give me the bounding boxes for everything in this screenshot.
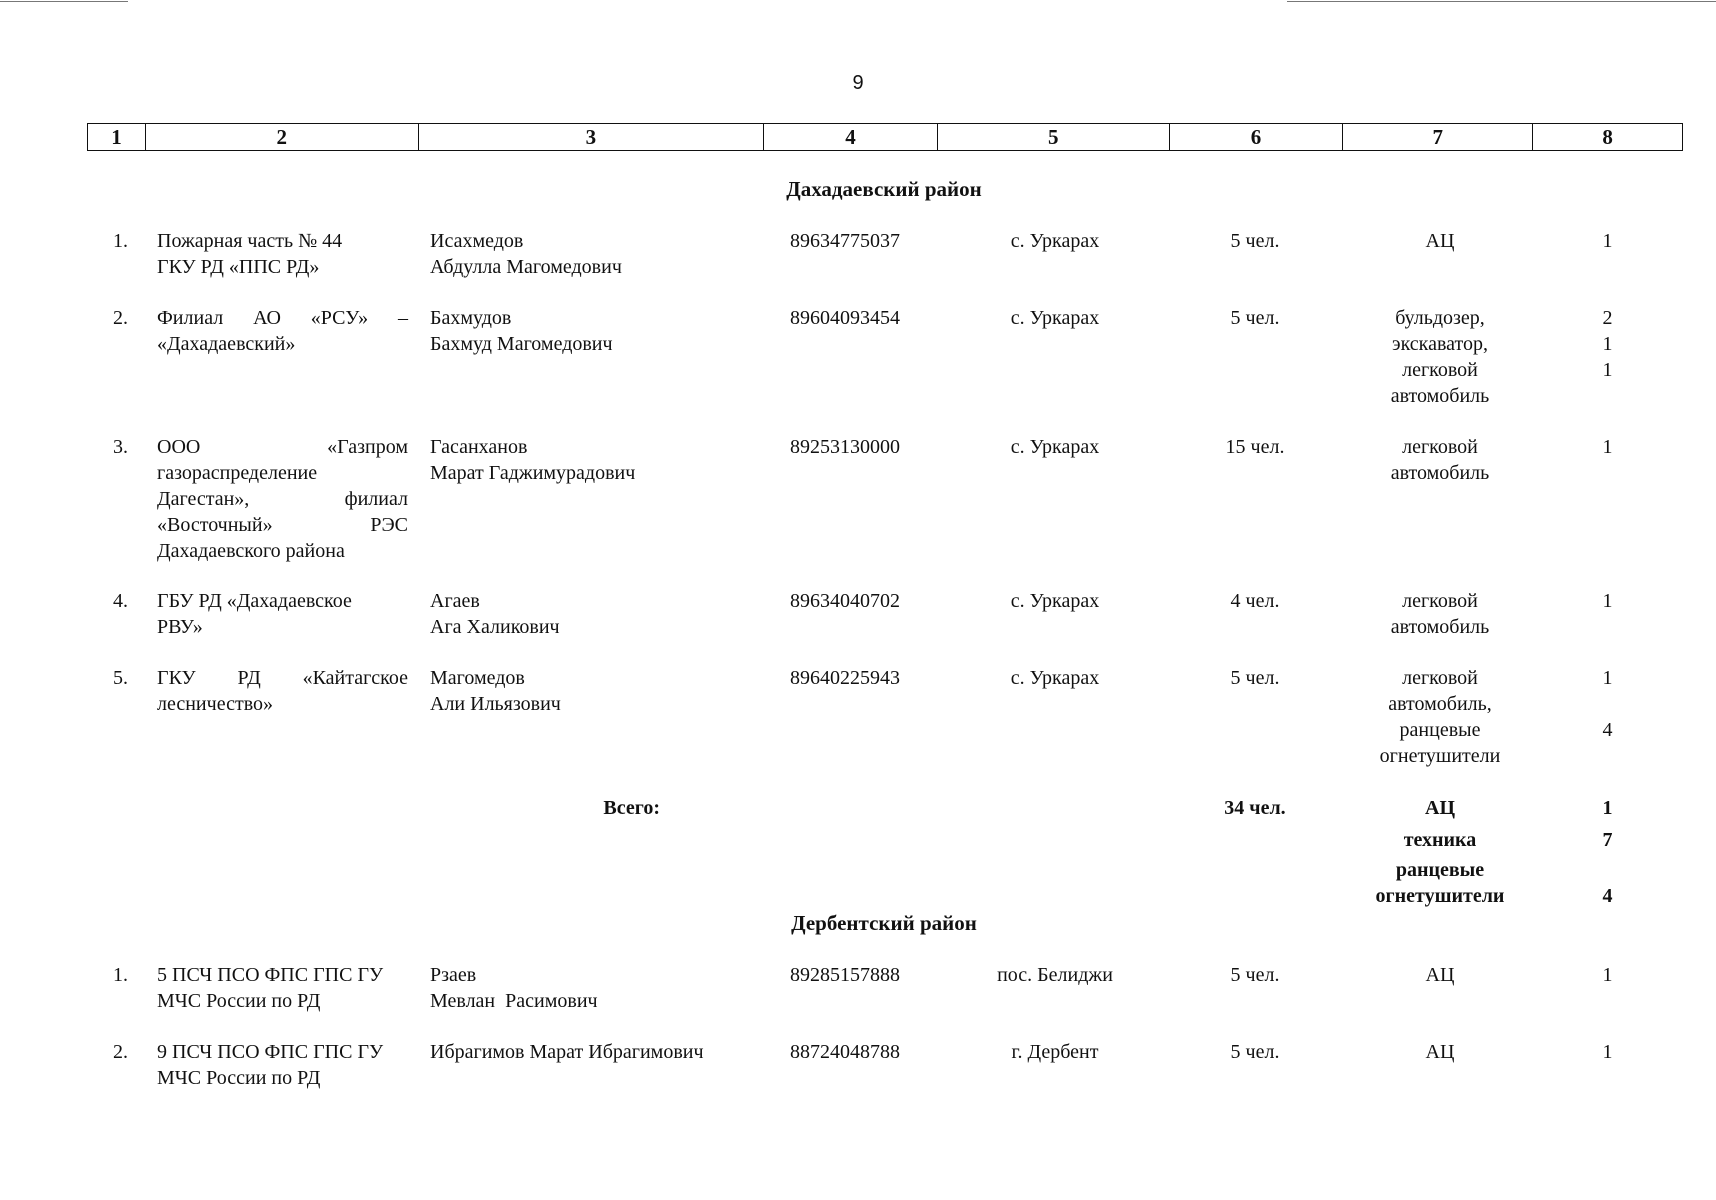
equipment-line: экскаватор, (1392, 333, 1488, 355)
staff-count: 5 чел. (1230, 230, 1280, 252)
phone-number: 89634040702 (790, 590, 900, 612)
staff-count: 5 чел. (1230, 964, 1280, 986)
total-item-qty: 1 (1602, 797, 1613, 819)
org-line: Пожарная часть № 44 (157, 230, 343, 252)
location: с. Уркарах (1010, 436, 1100, 458)
name-line: Рзаев (430, 964, 477, 986)
phone-number: 89253130000 (790, 436, 900, 458)
equipment (1340, 665, 1540, 769)
equipment-quantity (1570, 228, 1645, 254)
equipment-quantity (1570, 434, 1645, 460)
org-line: «Дахадаевский» (157, 333, 296, 355)
equipment-quantity (1570, 665, 1645, 743)
equipment-quantity (1570, 962, 1645, 988)
equipment-line: автомобиль (1390, 385, 1490, 407)
equipment (1340, 588, 1540, 640)
equipment (1340, 1039, 1540, 1065)
org-line: 5 ПСЧ ПСО ФПС ГПС ГУ (157, 964, 384, 986)
responsible-person (430, 1039, 760, 1065)
quantity-line: 1 (1602, 1041, 1613, 1063)
name-line: Исахмедов (430, 230, 524, 252)
total-item-qty (1570, 857, 1645, 883)
name-line: Магомедов (430, 667, 525, 689)
responsible-person (430, 434, 760, 486)
header-col-4: 4 (764, 124, 938, 150)
equipment-line: автомобиль, (1388, 693, 1492, 715)
name-line: Бахмудов (430, 307, 512, 329)
name-line: Ага Халикович (430, 616, 560, 638)
equipment-line: автомобиль (1390, 616, 1490, 638)
organization (157, 228, 408, 280)
quantity-line: 2 (1602, 307, 1613, 329)
column-number-header (87, 123, 1683, 151)
name-line: Гасанханов (430, 436, 528, 458)
org-line: Дагестан», филиал (157, 488, 408, 510)
responsible-person (430, 228, 760, 280)
quantity-line: 1 (1602, 667, 1613, 689)
total-item-name: огнетушители (1375, 885, 1505, 907)
name-line: Бахмуд Магомедович (430, 333, 613, 355)
org-line: МЧС России по РД (157, 1067, 321, 1089)
equipment-line: автомобиль (1390, 462, 1490, 484)
responsible-person (430, 588, 760, 640)
quantity-line (1570, 691, 1645, 717)
section-title-derbentsky: Дербентский район (791, 911, 977, 935)
row-number: 2. (113, 307, 128, 329)
equipment (1340, 434, 1540, 486)
total-equipment (1340, 795, 1540, 909)
header-col-6: 6 (1170, 124, 1344, 150)
name-line: Мевлан Расимович (430, 990, 598, 1012)
total-staff: 34 чел. (1224, 797, 1286, 819)
org-line: ГБУ РД «Дахадаевское (157, 590, 352, 612)
org-line: Филиал АО «РСУ» – (157, 307, 408, 329)
name-line: Ибрагимов Марат Ибрагимович (430, 1041, 704, 1063)
org-line: Дахадаевского района (157, 540, 345, 562)
row-number: 4. (113, 590, 128, 612)
total-item-qty: 4 (1602, 885, 1613, 907)
phone-number: 89640225943 (790, 667, 900, 689)
equipment-quantity (1570, 1039, 1645, 1065)
organization (157, 665, 408, 717)
equipment-quantity (1570, 305, 1645, 383)
equipment-line: АЦ (1425, 1041, 1455, 1063)
row-number: 1. (113, 230, 128, 252)
org-line: ГКУ РД «ППС РД» (157, 256, 320, 278)
equipment (1340, 962, 1540, 988)
staff-count: 5 чел. (1230, 667, 1280, 689)
scan-edge-line-left (0, 1, 128, 2)
staff-count: 5 чел. (1230, 1041, 1280, 1063)
quantity-line: 1 (1602, 333, 1613, 355)
org-line: РВУ» (157, 616, 203, 638)
total-item-name: техника (1403, 829, 1477, 851)
total-quantity (1570, 795, 1645, 909)
responsible-person (430, 665, 760, 717)
row-number: 5. (113, 667, 128, 689)
equipment-line: легковой (1402, 359, 1478, 381)
location: с. Уркарах (1010, 307, 1100, 329)
organization (157, 434, 408, 564)
quantity-line: 1 (1602, 230, 1613, 252)
phone-number: 89285157888 (790, 964, 900, 986)
quantity-line: 1 (1602, 359, 1613, 381)
location: г. Дербент (1011, 1041, 1099, 1063)
row-number: 1. (113, 964, 128, 986)
header-col-2: 2 (146, 124, 419, 150)
organization (157, 1039, 408, 1091)
location: с. Уркарах (1010, 590, 1100, 612)
phone-number: 89604093454 (790, 307, 900, 329)
header-col-8: 8 (1602, 125, 1613, 149)
quantity-line: 1 (1602, 964, 1613, 986)
staff-count: 4 чел. (1230, 590, 1280, 612)
org-line: «Восточный» РЭС (157, 514, 408, 536)
row-number: 2. (113, 1041, 128, 1063)
page-number: 9 (852, 72, 864, 94)
phone-number: 88724048788 (790, 1041, 900, 1063)
name-line: Али Ильязович (430, 693, 561, 715)
org-line: газораспределение (157, 462, 318, 484)
responsible-person (430, 962, 760, 1014)
header-col-7: 7 (1343, 124, 1533, 150)
equipment-line: АЦ (1425, 964, 1455, 986)
equipment (1340, 228, 1540, 254)
location: с. Уркарах (1010, 230, 1100, 252)
name-line: Агаев (430, 590, 480, 612)
header-col-5: 5 (938, 124, 1170, 150)
equipment (1340, 305, 1540, 409)
total-item-qty: 7 (1602, 829, 1613, 851)
name-line: Марат Гаджимурадович (430, 462, 636, 484)
responsible-person (430, 305, 760, 357)
organization (157, 588, 408, 640)
header-col-1: 1 (88, 124, 146, 150)
total-item-name: АЦ (1425, 797, 1455, 819)
equipment-line: легковой (1402, 590, 1478, 612)
quantity-line: 1 (1602, 590, 1613, 612)
org-line: ГКУ РД «Кайтагское (157, 667, 408, 689)
header-col-3: 3 (419, 124, 765, 150)
org-line: ООО «Газпром (157, 436, 408, 458)
org-line: 9 ПСЧ ПСО ФПС ГПС ГУ (157, 1041, 384, 1063)
total-item-name: ранцевые (1395, 859, 1485, 881)
quantity-line: 4 (1602, 719, 1613, 741)
equipment-line: огнетушители (1379, 745, 1501, 767)
scan-edge-line-right (1287, 1, 1716, 2)
equipment-line: бульдозер, (1395, 307, 1485, 329)
equipment-quantity (1570, 588, 1645, 614)
total-label: Всего: (603, 797, 660, 819)
phone-number: 89634775037 (790, 230, 900, 252)
organization (157, 962, 408, 1014)
location: пос. Белиджи (997, 964, 1113, 986)
equipment-line: легковой (1402, 436, 1478, 458)
org-line: МЧС России по РД (157, 990, 321, 1012)
staff-count: 15 чел. (1225, 436, 1285, 458)
equipment-line: АЦ (1425, 230, 1455, 252)
equipment-line: легковой (1402, 667, 1478, 689)
org-line: лесничество» (157, 693, 273, 715)
organization (157, 305, 408, 357)
row-number: 3. (113, 436, 128, 458)
section-title-dakhadaevsky: Дахадаевский район (786, 177, 982, 201)
quantity-line: 1 (1602, 436, 1613, 458)
equipment-line: ранцевые (1399, 719, 1481, 741)
staff-count: 5 чел. (1230, 307, 1280, 329)
location: с. Уркарах (1010, 667, 1100, 689)
name-line: Абдулла Магомедович (430, 256, 622, 278)
